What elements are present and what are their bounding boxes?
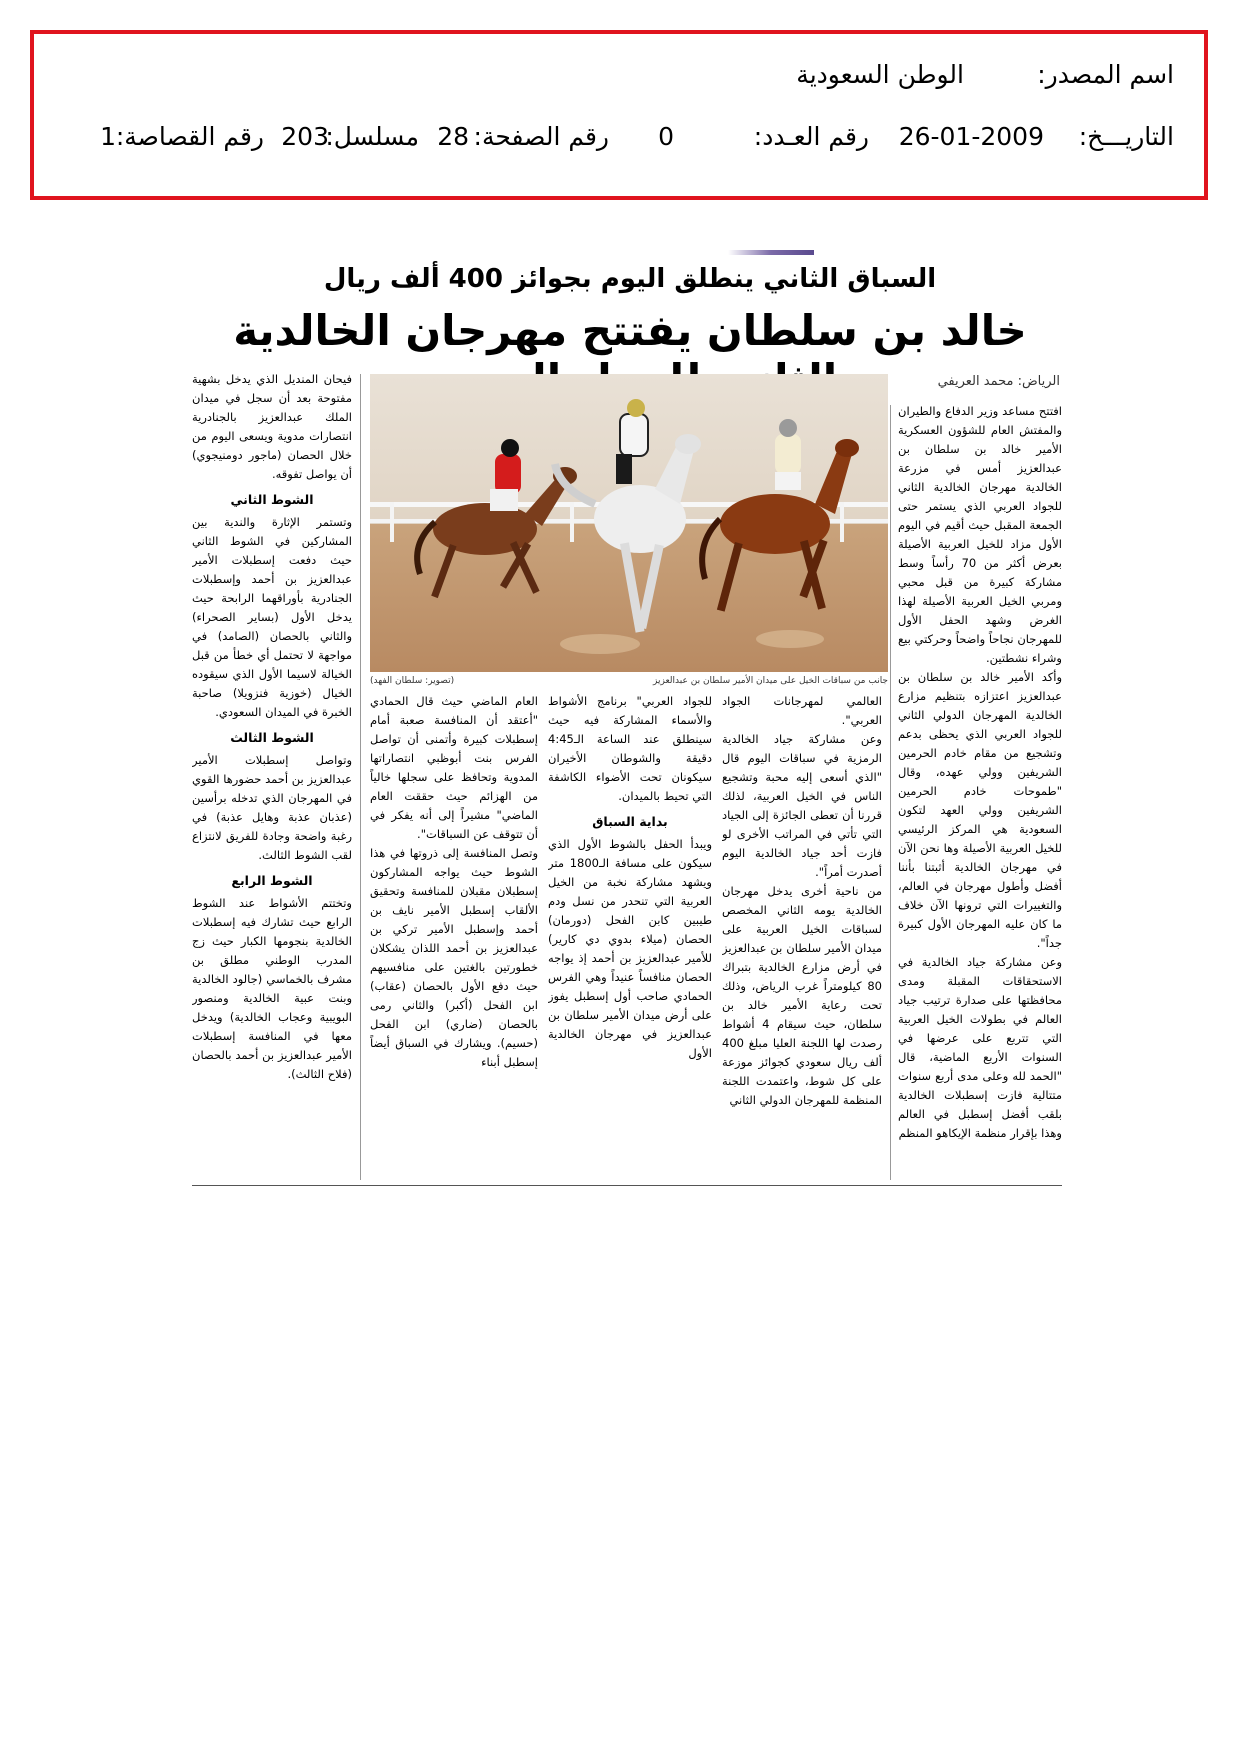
serial-label: مسلسل: xyxy=(325,122,419,151)
article-headline: خالد بن سلطان يفتتح مهرجان الخالدية xyxy=(233,306,1027,355)
section-heading: الشوط الرابع xyxy=(231,873,313,888)
horse-race-photo xyxy=(370,374,888,672)
page-label: رقم الصفحة: xyxy=(473,122,609,151)
paragraph: وعن مشاركة جياد الخالدية الرمزية في سباقات اليوم قال "الذي أسعى إليه محبة وتشجيع الناس في الخيل العربية، لذلك قررنا أن تعطى الجائزة إلى الجياد التي تأتي في المراتب الأخرى لو فازت أحد جياد الخالدية اليوم أصدرت أمراً". xyxy=(722,732,882,879)
clip-value: 1 xyxy=(100,122,116,151)
paragraph: العام الماضي حيث قال الحمادي "أعتقد أن المنافسة صعبة أمام إسطبلات كبيرة وأتمنى أن تواصل الفرس بنت أبوظبي انتصاراتها المدوية وتحافظ على سجلها خالياً من الهزائم حيث حققت العام الماضي" مشيراً إلى أنه يفكر في أن تتوقف عن السباقات". xyxy=(370,694,538,841)
paragraph: وتصل المنافسة إلى ذروتها في هذا الشوط حيث يواجه المشاركون إسطبلان مقبلان للمنافسة وتحقيق الألقاب إسطبل الأمير نايف بن أحمد وإسطبل الأمير تركي بن عبدالعزيز بن أحمد اللذان يشكلان خطورتين بالغتين على منافسيهم حيث دفع الأول بالحصان (عقاب) ابن الفحل (أكبر) والثاني رمى بالحصان (ضاري) ابن الفحل (حسيم). ويشارك في السباق أيضاً إسطبل أبناء xyxy=(370,846,538,1069)
paragraph: وتختتم الأشواط عند الشوط الرابع حيث تشارك فيه إسطبلات الخالدية بنجومها الكبار حيث زج المدرب الوطني مطلق بن مشرف بالخماسي (جالود الخالدية وبنت عبية الخالدية ومنصور البويبية وعجاب الخالدية) ويدخل معها في المنافسة إسطبلات الأمير عبدالعزيز بن أحمد بالحصان (فلاح الثالث). xyxy=(192,896,352,1081)
clipping-metadata-box xyxy=(30,30,1208,200)
column-rule xyxy=(360,374,361,1180)
paragraph: وأكد الأمير خالد بن سلطان بن عبدالعزيز اعتزازه بتنظيم مزارع الخالدية المهرجان الدولي الثاني للجواد العربي الذي يحظى بدعم وتشجيع من مقام خادم الحرمين الشريفين وولي عهده، وقال "طموحات خادم الحرمين الشريفين وولي العهد لتكون السعودية هي المركز الرئيسي للخيل العربية الأصيلة وها نحن الآن في مهرجان الخالدية أثبتنا بأننا أفضل وأطول مهرجان في العالم، والتغييرات التي ترونها الآن خلاف ما كان عليه المهرجان الأول كبيرة جداً". xyxy=(898,670,1062,950)
paragraph: وعن مشاركة جياد الخالدية في الاستحقاقات المقبلة ومدى محافظتها على صدارة ترتيب جياد العالم في بطولات الخيل العربية التي تتربع على عرضها في السنوات الأربع الماضية، قال "الحمد لله وعلى مدى أربع سنوات متتالية فازت إسطبلات الخالدية بلقب أفضل إسطبل في العالم وهذا بإقرار منظمة الإيكاهو المنظم xyxy=(898,955,1062,1140)
paragraph: للجواد العربي" برنامج الأشواط والأسماء المشاركة فيه حيث سينطلق عند الساعة الـ4:45 دقيقة والشوطان الأخيران سيكونان تحت الأضواء الكاشفة التي تحيط بالميدان. xyxy=(548,694,712,803)
issue-label: رقم العـدد: xyxy=(753,122,869,151)
horse-race-illustration xyxy=(370,374,888,672)
article-column-4 xyxy=(370,692,538,1182)
section-heading: بداية السباق xyxy=(592,814,668,829)
section-heading: الشوط الثاني xyxy=(230,492,314,507)
date-value: 26-01-2009 xyxy=(898,122,1044,151)
date-label: التاريـــخ: xyxy=(1078,122,1174,151)
source-value: الوطن السعودية xyxy=(796,60,964,89)
photo-credit: (تصوير: سلطان الفهد) xyxy=(370,676,455,686)
paragraph: فيحان المنديل الذي يدخل بشهية مفتوحة بعد أن سجل في ميدان الملك عبدالعزيز بالجنادرية انتصارات مدوية ويسعى اليوم من خلال الحصان (ماجور دومنيجوي) أن يواصل تفوقه. xyxy=(192,372,352,481)
column-rule xyxy=(890,405,891,1180)
article-subheadline: السباق الثاني ينطلق اليوم بجوائز 400 ألف ريال xyxy=(323,264,937,294)
details-row xyxy=(34,122,1204,156)
paragraph: وتواصل إسطبلات الأمير عبدالعزيز بن أحمد حضورها القوي في المهرجان الذي تدخله برأسين (عذبان عذبة وهايل عذبة) في رغبة واضحة وجادة للفريق لانتزاع لقب الشوط الثالث. xyxy=(192,753,352,862)
page-value: 28 xyxy=(437,122,469,151)
source-row xyxy=(34,60,1204,94)
article-column-1 xyxy=(898,402,1062,1182)
issue-value: 0 xyxy=(658,122,674,151)
source-label: اسم المصدر: xyxy=(1037,60,1174,89)
article-column-2 xyxy=(722,692,882,1182)
photo-caption: جانب من سباقات الخيل على ميدان الأمير سلطان بن عبدالعزيز xyxy=(653,676,888,686)
paragraph: العالمي لمهرجانات الجواد العربي". xyxy=(722,694,882,727)
article-byline: الرياض: محمد العريفي xyxy=(937,374,1060,389)
paragraph: وتستمر الإثارة والندية بين المشاركين في الشوط الثاني حيث دفعت إسطبلات الأمير عبدالعزيز بن أحمد وإسطبلات الجنادرية بأوراقهما الرابحة حيث يدخل الأول (بساير الصحراء) والثاني بالحصان (الصامد) في مواجهة لا تحتمل أي خطأ من قبل الخيالة لاسيما الأول الذي سيقوده الخيال (خوزية فنزويلا) صاحبة الخبرة في الميدان السعودي. xyxy=(192,515,352,719)
article-bottom-rule xyxy=(192,1185,1062,1186)
article-column-3 xyxy=(548,692,712,1182)
clip-label: رقم القصاصة: xyxy=(115,122,264,151)
paragraph: ويبدأ الحفل بالشوط الأول الذي سيكون على مسافة الـ1800 متر ويشهد مشاركة نخبة من الخيل العربية التي تنحدر من نسل ودم طيبين كابن الفحل (دورمان) الحصان (ميلاء بدوي دي كارير) للأمير عبدالعزيز بن أحمد إذ يواجه الحصان منافساً عنيداً وهي الفرس الحمادي صاحب أول إسطبل يفوز على أرض ميدان الأمير سلطان بن عبدالعزيز في مهرجان الخالدية الأول xyxy=(548,837,712,1060)
kicker-decoration xyxy=(728,250,814,255)
paragraph: افتتح مساعد وزير الدفاع والطيران والمفتش العام للشؤون العسكرية الأمير خالد بن سلطان بن عبدالعزيز أمس في مزرعة الخالدية مهرجان الخالدية الثاني للجواد العربي الذي يستمر حتى الجمعة المقبل حيث أقيم في اليوم الأول مزاد للخيل العربية الأصيلة بعرض أكثر من 70 رأساً وسط مشاركة كبيرة من قبل محبي ومربي الخيل العربية الأصيلة لهذا الغرض وشهد الحفل الأول للمهرجان نجاحاً واضحاً وحركتي بيع وشراء نشطتين. xyxy=(898,404,1062,665)
section-heading: الشوط الثالث xyxy=(230,730,314,745)
serial-value: 203 xyxy=(281,122,329,151)
paragraph: من ناحية أخرى يدخل مهرجان الخالدية يومه الثاني المخصص لسباقات الخيل العربية على ميدان الأمير سلطان بن عبدالعزيز في أرض مزارع الخالدية بتبراك 80 كيلومتراً غرب الرياض، وذلك تحت رعاية الأمير خالد بن سلطان، حيث سيقام 4 أشواط رصدت لها اللجنة العليا مبلغ 400 ألف ريال سعودي كجوائز موزعة على كل شوط، واعتمدت اللجنة المنظمة للمهرجان الدولي الثاني xyxy=(722,884,882,1107)
article-column-5 xyxy=(192,370,352,1182)
